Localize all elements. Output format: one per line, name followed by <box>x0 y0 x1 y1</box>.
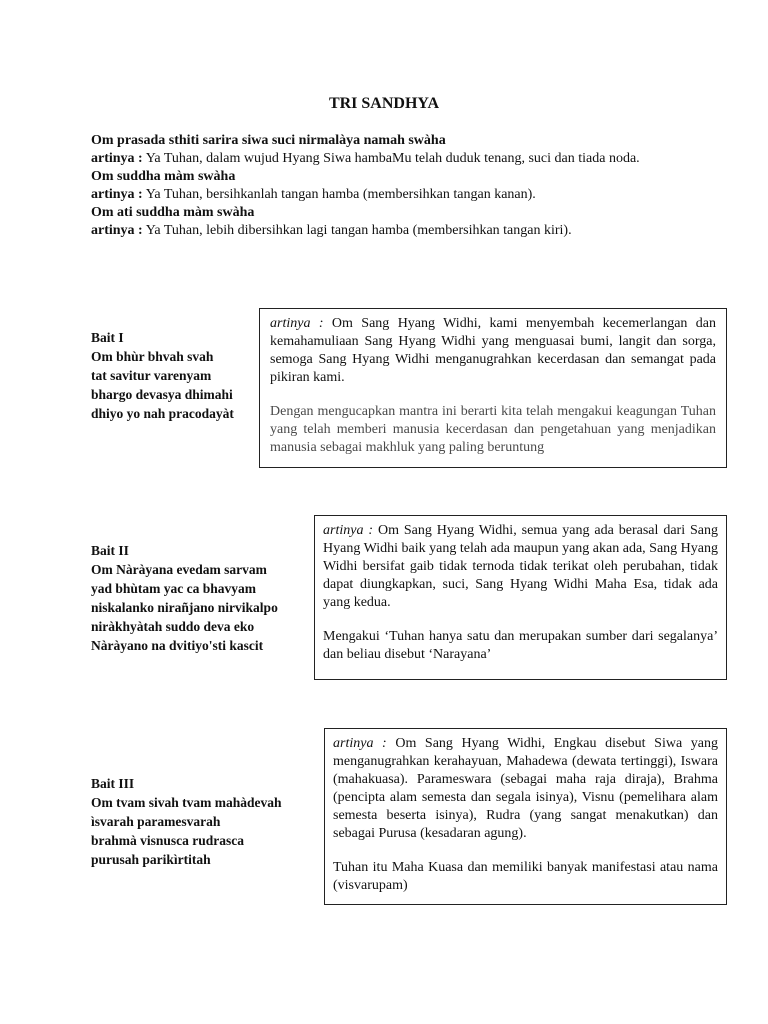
bait-1-line-1: Om bhùr bhvah svah <box>91 349 214 364</box>
bait-2-line-5: Nàràyano na dvitiyo'sti kascit <box>91 638 264 653</box>
intro-mantra-1: Om prasada sthiti sarira siwa suci nirmalàya namah swàha <box>91 133 446 148</box>
bait-3-note: Tuhan itu Maha Kuasa dan memiliki banyak manifestasi atau nama (visvarupam) <box>333 860 718 893</box>
intro-mantra-3: Om ati suddha màm swàha <box>91 205 255 220</box>
intro-meaning-text-1: Ya Tuhan, dalam wujud Hyang Siwa hambaMu telah duduk tenang, suci dan tiada noda. <box>145 151 640 166</box>
bait-2-meaning-box <box>314 515 727 680</box>
bait-1-verse <box>91 328 234 423</box>
intro-meaning-2 <box>91 186 683 204</box>
bait-2-line-3: niskalanko nirañjano nirvikalpo <box>91 600 278 615</box>
bait-2-note: Mengakui ‘Tuhan hanya satu dan merupakan sumber dari segalanya’ dan beliau disebut ‘Narayana’ <box>323 629 718 662</box>
intro-meaning-3 <box>91 222 683 240</box>
bait-2-line-4: niràkhyàtah suddo deva eko <box>91 619 255 634</box>
bait-3-line-1: Om tvam sivah tvam mahàdevah <box>91 795 282 810</box>
bait-2-meaning-text: Om Sang Hyang Widhi, semua yang ada berasal dari Sang Hyang Widhi baik yang telah ada maupun yang akan ada, Sang Hyang Widhi bersifat gaib tidak ternoda tidak terikat oleh perubahan, tidak dapat diungkapkan, suci, Sang Hyang Widhi Maha Esa, tidak ada yang kedua. <box>323 523 719 610</box>
bait-3-meaning-label: artinya : <box>333 736 387 751</box>
bait-3-line-3: brahmà visnusca rudrasca <box>91 833 245 848</box>
bait-3-meaning <box>333 735 718 843</box>
bait-3-meaning-text: Om Sang Hyang Widhi, Engkau disebut Siwa yang menganugrahkan kerahayuan, Mahadewa (dewata tertinggi), Iswara (mahakuasa). Parameswara (sebagai maha raja diraja), Brahma (pencipta alam semesta dan segala isinya), Visnu (pemelihara alam semesta beserta isinya), Rudra (yang sangat menakutkan) dan sebagai Purusa (kesadaran agung). <box>333 736 718 841</box>
bait-1-meaning-text: Om Sang Hyang Widhi, kami menyembah kecemerlangan dan kemahamuliaan Sang Hyang Widhi yang menguasai bumi, langit dan sorga, semoga Sang Hyang Widhi menganugrahkan kecerdasan dan semangat pada pikiran kami. <box>270 316 717 385</box>
page-title: TRI SANDHYA <box>328 95 440 112</box>
bait-3-heading: Bait III <box>91 776 135 791</box>
bait-1-heading: Bait I <box>91 330 124 345</box>
intro-label-1: artinya : <box>91 151 143 166</box>
bait-3-meaning-box <box>324 728 727 905</box>
intro-section <box>91 132 683 240</box>
bait-2-heading: Bait II <box>91 543 129 558</box>
bait-1-meaning-label: artinya : <box>270 316 324 331</box>
intro-meaning-text-3: Ya Tuhan, lebih dibersihkan lagi tangan hamba (membersihkan tangan kiri). <box>145 223 572 238</box>
bait-1-meaning <box>270 315 716 387</box>
bait-3-line-4: purusah parikìrtitah <box>91 852 211 867</box>
bait-2-meaning-label: artinya : <box>323 523 374 538</box>
bait-1-line-2: tat savitur varenyam <box>91 368 212 383</box>
bait-2-verse <box>91 541 278 655</box>
bait-1-meaning-box <box>259 308 727 468</box>
bait-2-meaning <box>323 522 718 612</box>
intro-mantra-2: Om suddha màm swàha <box>91 169 236 184</box>
bait-3-verse <box>91 774 282 869</box>
bait-1-line-4: dhiyo yo nah pracodayàt <box>91 406 234 421</box>
intro-meaning-text-2: Ya Tuhan, bersihkanlah tangan hamba (membersihkan tangan kanan). <box>145 187 536 202</box>
bait-1-note: Dengan mengucapkan mantra ini berarti kita telah mengakui keagungan Tuhan yang telah memberi manusia kecerdasan dan pengetahuan yang menjadikan manusia sebagai makhluk yang paling beruntung <box>270 404 716 455</box>
intro-meaning-1 <box>91 150 683 168</box>
bait-1-line-3: bhargo devasya dhimahi <box>91 387 233 402</box>
intro-label-3: artinya : <box>91 223 143 238</box>
bait-2-line-2: yad bhùtam yac ca bhavyam <box>91 581 257 596</box>
bait-2-line-1: Om Nàràyana evedam sarvam <box>91 562 267 577</box>
bait-3-line-2: ìsvarah paramesvarah <box>91 814 221 829</box>
intro-label-2: artinya : <box>91 187 143 202</box>
